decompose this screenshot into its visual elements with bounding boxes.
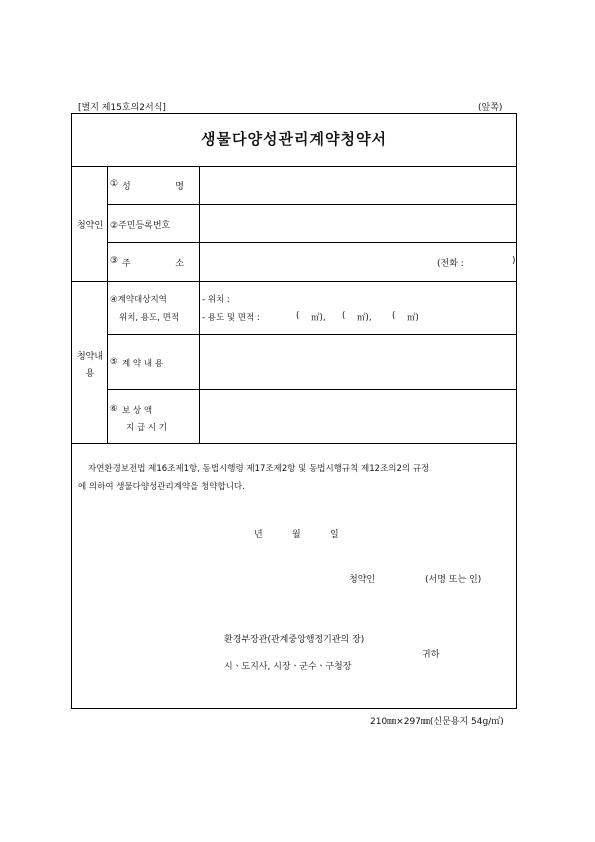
area-paren-1: ( (296, 311, 300, 321)
location-label: - 위치 : (202, 295, 230, 305)
use-area-label: - 용도 및 면적 : (202, 313, 260, 323)
signature-label: 청약인 (349, 575, 376, 585)
name-field[interactable] (200, 167, 516, 203)
address-number: ③ (110, 256, 119, 266)
area-unit-3: ㎡) (407, 313, 419, 323)
recipient-line-1: 환경부장관(관계중앙행정기관의 장) (224, 635, 365, 645)
date-day: 일 (330, 530, 339, 540)
divider (107, 166, 108, 443)
area-paren-2: ( (342, 311, 346, 321)
statement-line-2: 에 의하여 생물다양성관리계약을 청약합니다. (78, 482, 245, 492)
name-label: 성 명 (122, 182, 184, 192)
address-label: 주 소 (122, 259, 184, 269)
paper-spec: 210㎜×297㎜(신문용지 54g/㎡) (370, 717, 504, 727)
rrn-label: ②주민등록번호 (110, 221, 171, 231)
address-field[interactable] (200, 243, 430, 280)
phone-field[interactable] (470, 246, 510, 276)
target-area-label: ④계약대상지역 (110, 295, 167, 305)
name-number: ① (110, 179, 119, 189)
recipient-honorific: 귀하 (422, 650, 440, 660)
rrn-field[interactable] (200, 205, 516, 241)
location-field[interactable] (240, 285, 510, 299)
signature-mark: (서명 또는 인) (425, 575, 482, 585)
target-area-sublabel: 위치, 용도, 면적 (119, 313, 180, 323)
contract-content-field[interactable] (200, 335, 516, 388)
contract-group-label-cont: 용 (85, 369, 95, 379)
date-year: 년 (254, 530, 263, 540)
divider (71, 281, 517, 282)
payment-time-label: 지 급 시 기 (126, 423, 167, 433)
contract-group-label: 청약내 (76, 352, 104, 362)
applicant-group-label: 청약인 (76, 221, 104, 231)
area-unit-1: ㎡), (311, 313, 326, 323)
contract-content-label: 계 약 내 용 (122, 359, 163, 369)
form-title: 생물다양성관리계약청약서 (201, 130, 387, 148)
payment-number: ⑥ (110, 404, 118, 414)
area-unit-2: ㎡), (357, 313, 372, 323)
divider (71, 443, 517, 444)
area-paren-3: ( (392, 311, 396, 321)
date-month: 월 (292, 530, 301, 540)
contract-content-number: ⑤ (110, 357, 118, 367)
payment-amount-label: 보 상 액 (122, 406, 153, 416)
phone-label: (전화 : (437, 259, 464, 269)
statement-line-1: 자연환경보전법 제16조제1항, 동법시행령 제17조제2항 및 동법시행규칙 제12조의2의 규정 (88, 464, 430, 474)
page-side-label: (앞쪽) (478, 103, 503, 113)
payment-field[interactable] (200, 390, 516, 442)
phone-close: ) (512, 256, 516, 266)
recipient-line-2: 시ㆍ도지사, 시장ㆍ군수ㆍ구청장 (224, 662, 352, 672)
form-reference: [별지 제15호의2서식] (78, 103, 166, 113)
